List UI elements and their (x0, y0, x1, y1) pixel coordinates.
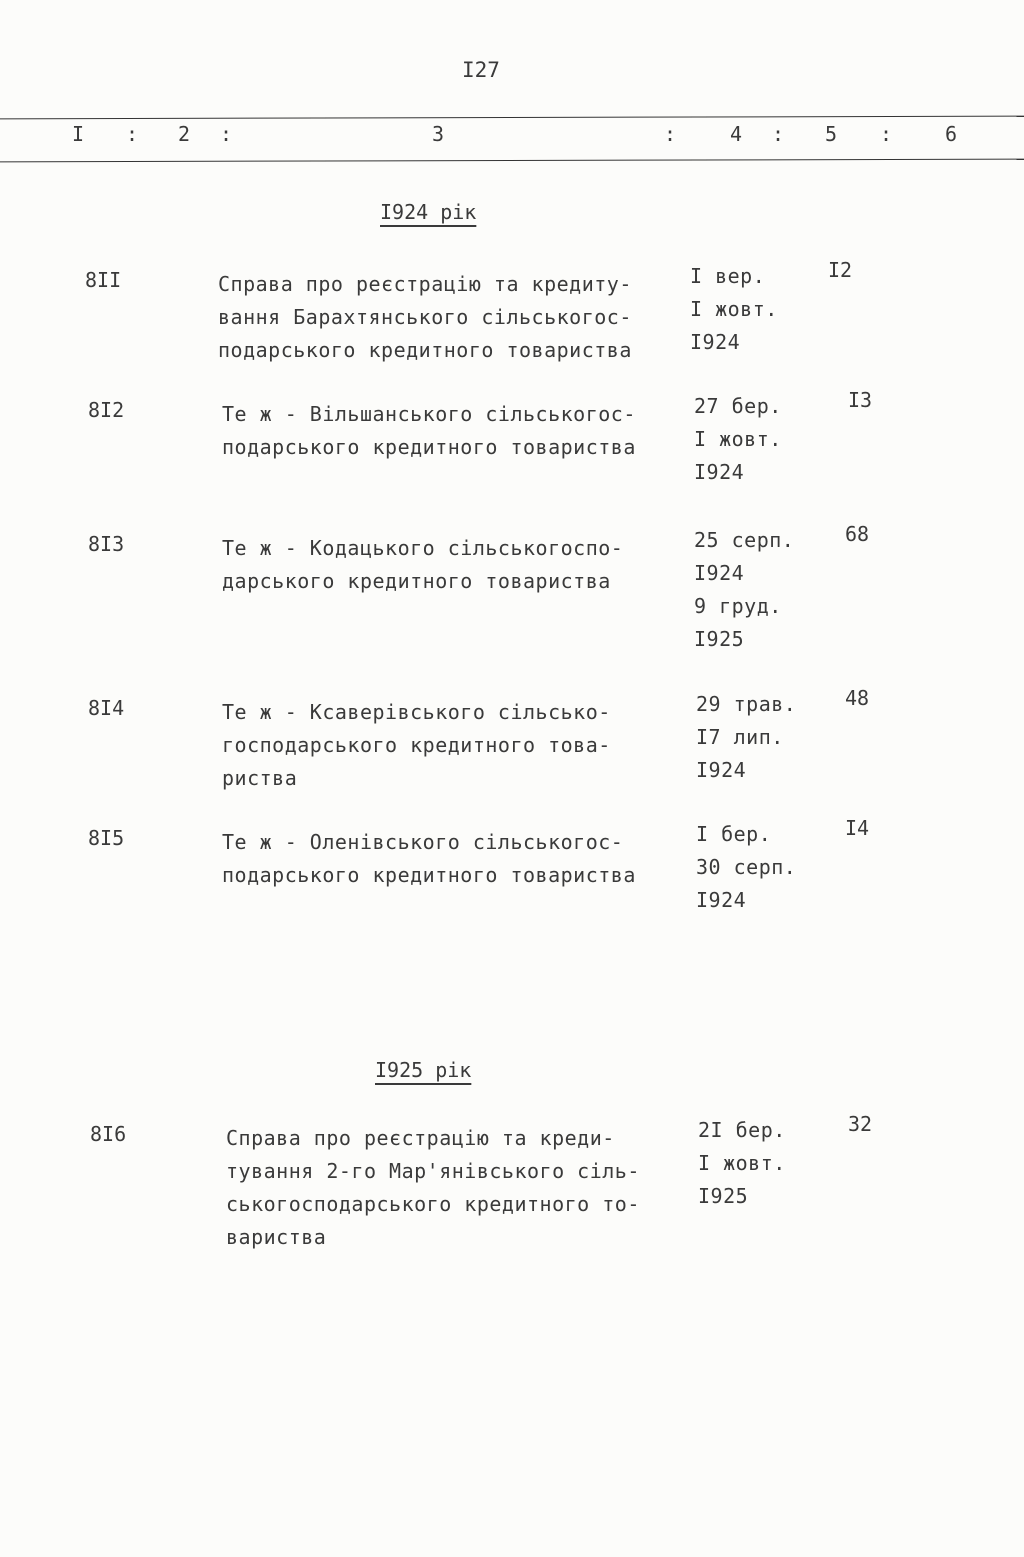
column-separator: : (772, 122, 785, 146)
entry-sheet-count: 32 (848, 1112, 873, 1136)
entry-number: 8I3 (88, 532, 125, 556)
entry-title-line: подарського кредитного товариства (218, 338, 632, 362)
entry-title (226, 1122, 640, 1254)
column-separator: : (664, 122, 677, 146)
entry-number: 8I4 (88, 696, 125, 720)
entry-date-line: 9 груд. (694, 594, 782, 618)
entry-date-line: I жовт. (694, 427, 782, 451)
entry-title-line: господарського кредитного това- (222, 733, 611, 757)
entry-title (222, 532, 623, 598)
entry-number: 8I6 (90, 1122, 127, 1146)
entry-sheet-count: 48 (845, 686, 870, 710)
entry-date-line: 25 серп. (694, 528, 795, 552)
entry-number: 8I2 (88, 398, 125, 422)
entry-title-line: Те ж - Кодацького сільськогоспо- (222, 536, 624, 560)
entry-dates (690, 260, 778, 359)
entry-date-line: I925 (698, 1184, 749, 1208)
entry-date-line: I924 (696, 758, 747, 782)
entry-date-line: 27 бер. (694, 394, 782, 418)
entry-date-line: 2I бер. (698, 1118, 786, 1142)
entry-title-line: Те ж - Вільшанського сільськогос- (222, 402, 636, 426)
entry-title (222, 398, 636, 464)
column-header: 6 (945, 122, 958, 146)
entry-date-line: I924 (696, 888, 747, 912)
entry-date-line: I жовт. (698, 1151, 786, 1175)
entry-date-line: I7 лип. (696, 725, 784, 749)
entry-date-line: I924 (694, 561, 745, 585)
entry-date-line: 30 серп. (696, 855, 797, 879)
entry-sheet-count: I2 (828, 258, 853, 282)
section-year-heading: I924 рік (380, 200, 477, 224)
entry-dates (694, 390, 782, 489)
entry-title-line: Справа про реєстрацію та кредиту- (218, 272, 632, 296)
entry-dates (696, 688, 796, 787)
entry-dates (696, 818, 796, 917)
entry-title-line: ськогосподарського кредитного то- (226, 1192, 640, 1216)
entry-title-line: риства (222, 766, 298, 790)
entry-dates (694, 524, 794, 656)
entry-date-line: 29 трав. (696, 692, 797, 716)
column-header: 4 (730, 122, 743, 146)
header-bottom-rule (0, 159, 1024, 163)
column-header: I (72, 122, 85, 146)
column-separator: : (880, 122, 893, 146)
entry-title-line: тування 2-го Мар'янівського сіль- (226, 1159, 640, 1183)
column-header: 2 (178, 122, 191, 146)
header-top-rule (0, 116, 1024, 120)
entry-number: 8I5 (88, 826, 125, 850)
entry-title-line: Те ж - Оленівського сільськогос- (222, 830, 624, 854)
entry-date-line: I924 (690, 330, 741, 354)
entry-sheet-count: 68 (845, 522, 870, 546)
section-year-heading: I925 рік (375, 1058, 472, 1082)
entry-sheet-count: I3 (848, 388, 873, 412)
entry-title-line: вання Барахтянського сільськогос- (218, 305, 632, 329)
entry-date-line: I924 (694, 460, 745, 484)
entry-title-line: подарського кредитного товариства (222, 863, 636, 887)
column-separator: : (126, 122, 139, 146)
entry-title (222, 696, 611, 795)
entry-date-line: I вер. (690, 264, 766, 288)
entry-dates (698, 1114, 786, 1213)
column-header: 3 (432, 122, 445, 146)
entry-sheet-count: I4 (845, 816, 870, 840)
entry-title-line: дарського кредитного товариства (222, 569, 611, 593)
column-separator: : (220, 122, 233, 146)
entry-number: 8II (85, 268, 122, 292)
entry-title-line: вариства (226, 1225, 327, 1249)
entry-date-line: I925 (694, 627, 745, 651)
entry-title-line: Те ж - Ксаверівського сільсько- (222, 700, 611, 724)
entry-title-line: Справа про реєстрацію та креди- (226, 1126, 615, 1150)
entry-date-line: I жовт. (690, 297, 778, 321)
entry-title-line: подарського кредитного товариства (222, 435, 636, 459)
page-number: I27 (462, 58, 500, 82)
entry-title (222, 826, 636, 892)
entry-title (218, 268, 632, 367)
column-header: 5 (825, 122, 838, 146)
entry-date-line: I бер. (696, 822, 772, 846)
